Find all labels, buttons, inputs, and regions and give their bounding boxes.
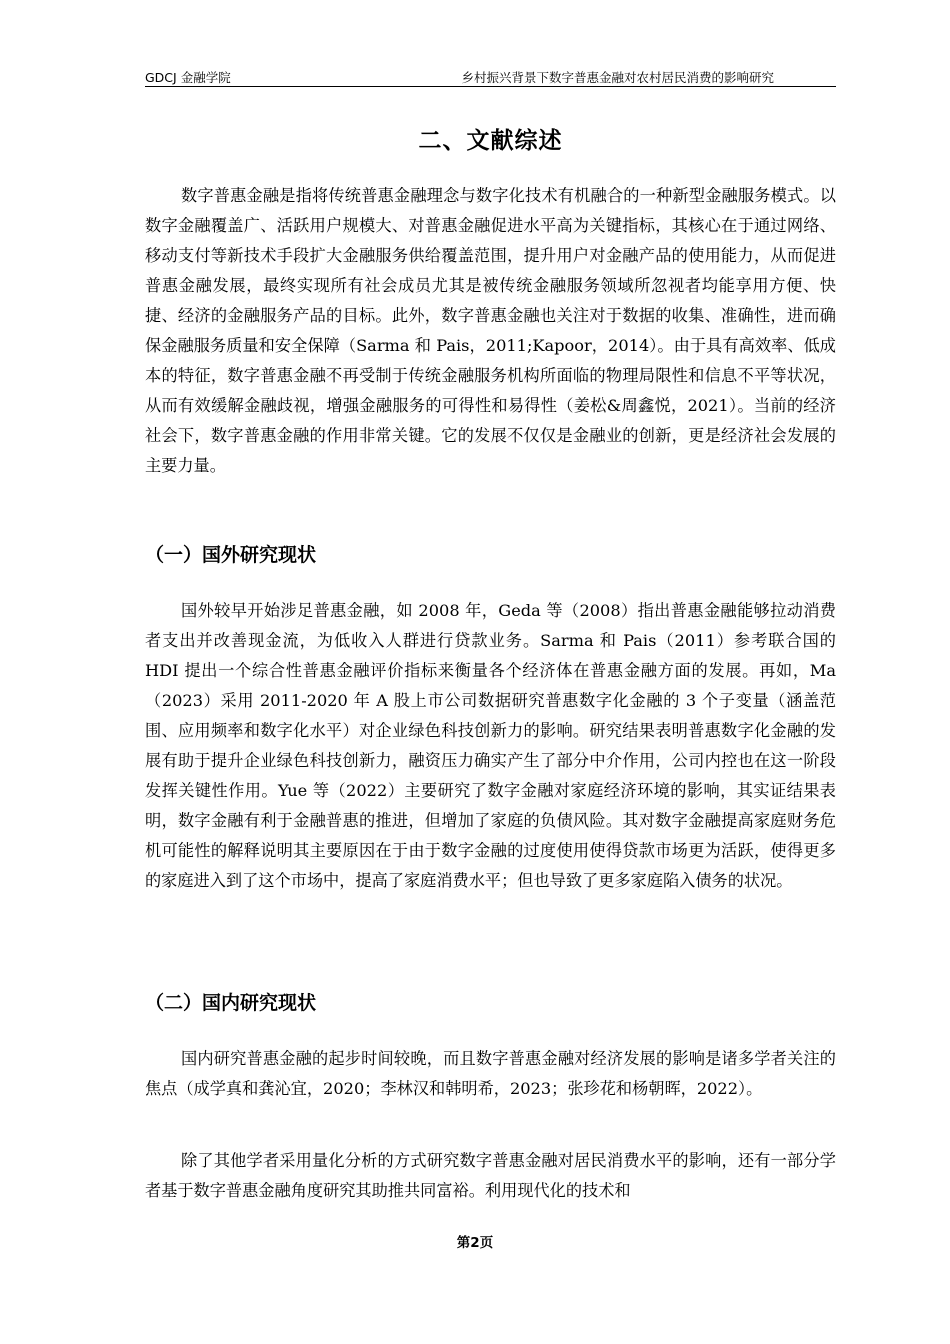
header-institution: GDCJ 金融学院	[145, 70, 231, 85]
section-heading-domestic: （二）国内研究现状	[145, 992, 317, 1014]
foreign-research-paragraph: 国外较早开始涉足普惠金融，如 2008 年，Geda 等（2008）指出普惠金融能够拉动消费者支出并改善现金流，为低收入人群进行贷款业务。Sarma 和 Pais（2011）参考联合国的 HDI 提出一个综合性普惠金融评价指标来衡量各个经济体在普惠金融方面的发展。再如，Ma（2023）采用 2011-2020 年 A 股上市公司数据研究普惠数字化金融的 3 个子变量（涵盖范围、应用频率和数字化水平）对企业绿色科技创新力的影响。研究结果表明普惠数字化金融的发展有助于提升企业绿色科技创新力，融资压力确实产生了部分中介作用，公司内控也在这一阶段发挥关键性作用。Yue 等（2022）主要研究了数字金融对家庭经济环境的影响，其实证结果表明，数字金融有利于金融普惠的推进，但增加了家庭的负债风险。其对数字金融提高家庭财务危机可能性的解释说明其主要原因在于由于数字金融的过度使用使得贷款市场更为活跃，使得更多的家庭进入到了这个市场中，提高了家庭消费水平；但也导致了更多家庭陷入债务的状况。	[145, 601, 836, 890]
domestic-research-paragraph-2: 除了其他学者采用量化分析的方式研究数字普惠金融对居民消费水平的影响，还有一部分学者基于数字普惠金融角度研究其助推共同富裕。利用现代化的技术和	[145, 1151, 836, 1200]
intro-paragraph: 数字普惠金融是指将传统普惠金融理念与数字化技术有机融合的一种新型金融服务模式。以数字金融覆盖广、活跃用户规模大、对普惠金融促进水平高为关键指标，其核心在于通过网络、移动支付等新技术手段扩大金融服务供给覆盖范围，提升用户对金融产品的使用能力，从而促进普惠金融发展，最终实现所有社会成员尤其是被传统金融服务领域所忽视者均能享用方便、快捷、经济的金融服务产品的目标。此外，数字普惠金融也关注对于数据的收集、准确性，进而确保金融服务质量和安全保障（Sarma 和 Pais，2011;Kapoor，2014）。由于具有高效率、低成本的特征，数字普惠金融不再受制于传统金融服务机构所面临的物理局限性和信息不平等状况，从而有效缓解金融歧视，增强金融服务的可得性和易得性（姜松&周鑫悦，2021）。当前的经济社会下，数字普惠金融的作用非常关键。它的发展不仅仅是金融业的创新，更是经济社会发展的主要力量。	[145, 186, 836, 475]
page-header	[145, 66, 836, 87]
page-number: 第2页	[456, 1235, 494, 1251]
domestic-research-paragraph-1: 国内研究普惠金融的起步时间较晚，而且数字普惠金融对经济发展的影响是诸多学者关注的焦点（成学真和龚沁宜，2020；李林汉和韩明希，2023；张珍花和杨朝晖，2022）。	[145, 1049, 836, 1098]
header-paper-title: 乡村振兴背景下数字普惠金融对农村居民消费的影响研究	[461, 70, 774, 85]
chapter-title: 二、文献综述	[418, 128, 563, 154]
section-heading-foreign: （一）国外研究现状	[145, 544, 317, 566]
